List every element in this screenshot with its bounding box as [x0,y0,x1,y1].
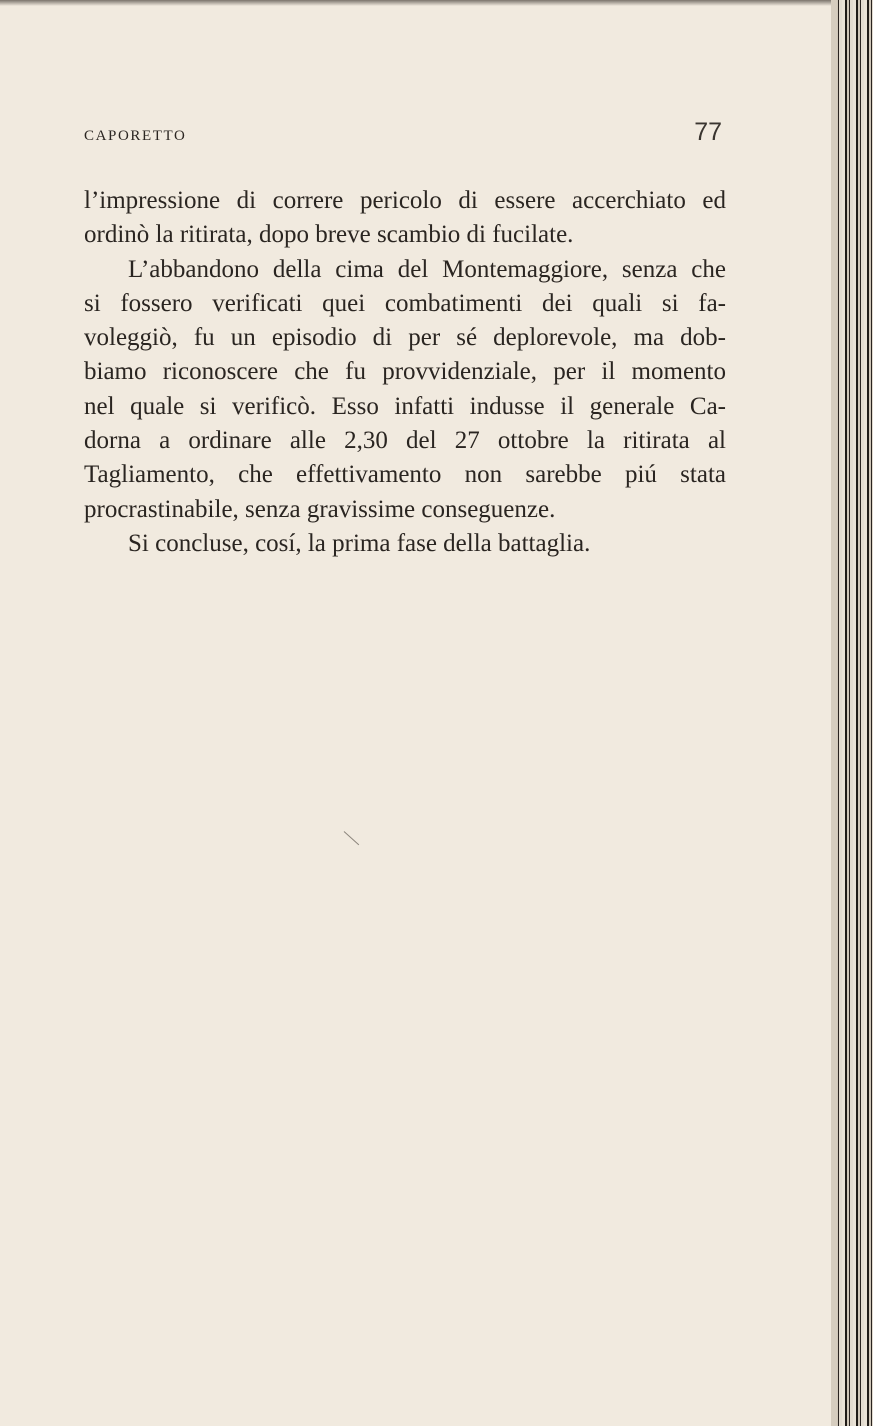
text-line: l’impressione di correre pericolo di essere accerchiato ed [84,187,726,214]
text-line: L’abbandono della cima del Montemaggiore, senza che [128,255,726,283]
text-line: Tagliamento, che effettivamento non sarebbe piú stata [84,461,726,489]
text-line: si fossero verificati quei combatimenti dei quali si fa- [84,289,726,317]
paragraph [84,184,726,253]
text-line: procrastinabile, senza gravissime conseguenze. [84,495,556,523]
text-line: voleggiò, fu un episodio di per sé deplorevole, ma dob- [84,324,726,352]
text-line: Si concluse, cosí, la prima fase della battaglia. [128,529,591,557]
running-head: CAPORETTO [84,128,187,144]
page-header [84,118,726,148]
page-top-shadow [0,0,873,6]
stray-pencil-mark [344,831,360,845]
book-page-edges [831,0,873,1426]
text-line: ordinò la ritirata, dopo breve scambio di fucilate. [84,221,574,249]
body-text [84,184,726,561]
text-line: biamo riconoscere che fu provvidenziale, per il momento [84,358,726,386]
text-line: dorna a ordinare alle 2,30 del 27 ottobre la ritirata al [84,427,726,455]
text-line: nel quale si verificò. Esso infatti indusse il generale Ca- [84,392,726,420]
paragraph [84,527,726,561]
page-number: 77 [694,118,722,146]
paragraph [84,253,726,527]
